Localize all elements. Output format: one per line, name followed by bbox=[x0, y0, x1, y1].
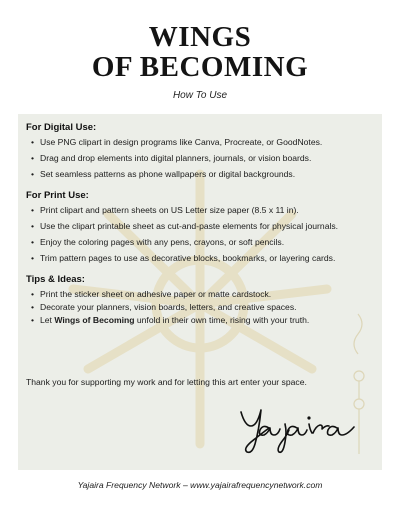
instructions-content bbox=[26, 122, 376, 332]
bullet-icon: • bbox=[31, 169, 35, 179]
print-use-heading: For Print Use: bbox=[26, 190, 89, 201]
page-title-line-2: OF BECOMING bbox=[91, 51, 309, 83]
signature bbox=[235, 402, 355, 458]
signature-icon bbox=[235, 402, 355, 458]
page-title-line-1: WINGS bbox=[148, 21, 252, 53]
tips-heading: Tips & Ideas: bbox=[26, 274, 85, 285]
bullet-icon: • bbox=[31, 237, 35, 247]
thank-you-note: Thank you for supporting my work and for letting this art enter your space. bbox=[26, 377, 307, 387]
print-use-list bbox=[26, 204, 376, 264]
page-subtitle: How To Use bbox=[172, 90, 228, 101]
bullet-icon: • bbox=[31, 253, 35, 263]
list-item: • Decorate your planners, vision boards, letters, and creative spaces. bbox=[31, 302, 297, 312]
list-item: • Let Wings of Becoming unfold in their own time, rising with your truth. bbox=[31, 315, 310, 325]
digital-use-heading: For Digital Use: bbox=[26, 122, 97, 133]
list-item: • Trim pattern pages to use as decorative blocks, bookmarks, or layering cards. bbox=[31, 253, 336, 263]
list-item: • Print clipart and pattern sheets on US Letter size paper (8.5 x 11 in). bbox=[31, 205, 299, 215]
list-item: • Set seamless patterns as phone wallpapers or digital backgrounds. bbox=[31, 169, 296, 179]
list-item: • Drag and drop elements into digital planners, journals, or vision boards. bbox=[31, 153, 312, 163]
list-item: • Use PNG clipart in design programs like Canva, Procreate, or GoodNotes. bbox=[31, 137, 323, 147]
list-item: • Use the clipart printable sheet as cut-and-paste elements for physical journals. bbox=[31, 221, 339, 231]
footer-credit: Yajaira Frequency Network – www.yajairafrequencynetwork.com bbox=[77, 480, 323, 490]
tips-list bbox=[26, 288, 376, 326]
bullet-icon: • bbox=[31, 153, 35, 163]
list-item: • Enjoy the coloring pages with any pens, crayons, or soft pencils. bbox=[31, 237, 285, 247]
bullet-icon: • bbox=[31, 315, 35, 325]
bullet-icon: • bbox=[31, 302, 35, 312]
bullet-icon: • bbox=[31, 289, 35, 299]
bullet-icon: • bbox=[31, 205, 35, 215]
bullet-icon: • bbox=[31, 221, 35, 231]
digital-use-list bbox=[26, 136, 376, 180]
product-name: Wings of Becoming bbox=[54, 315, 135, 325]
bullet-icon: • bbox=[31, 137, 35, 147]
list-item: • Print the sticker sheet on adhesive paper or matte cardstock. bbox=[31, 289, 272, 299]
